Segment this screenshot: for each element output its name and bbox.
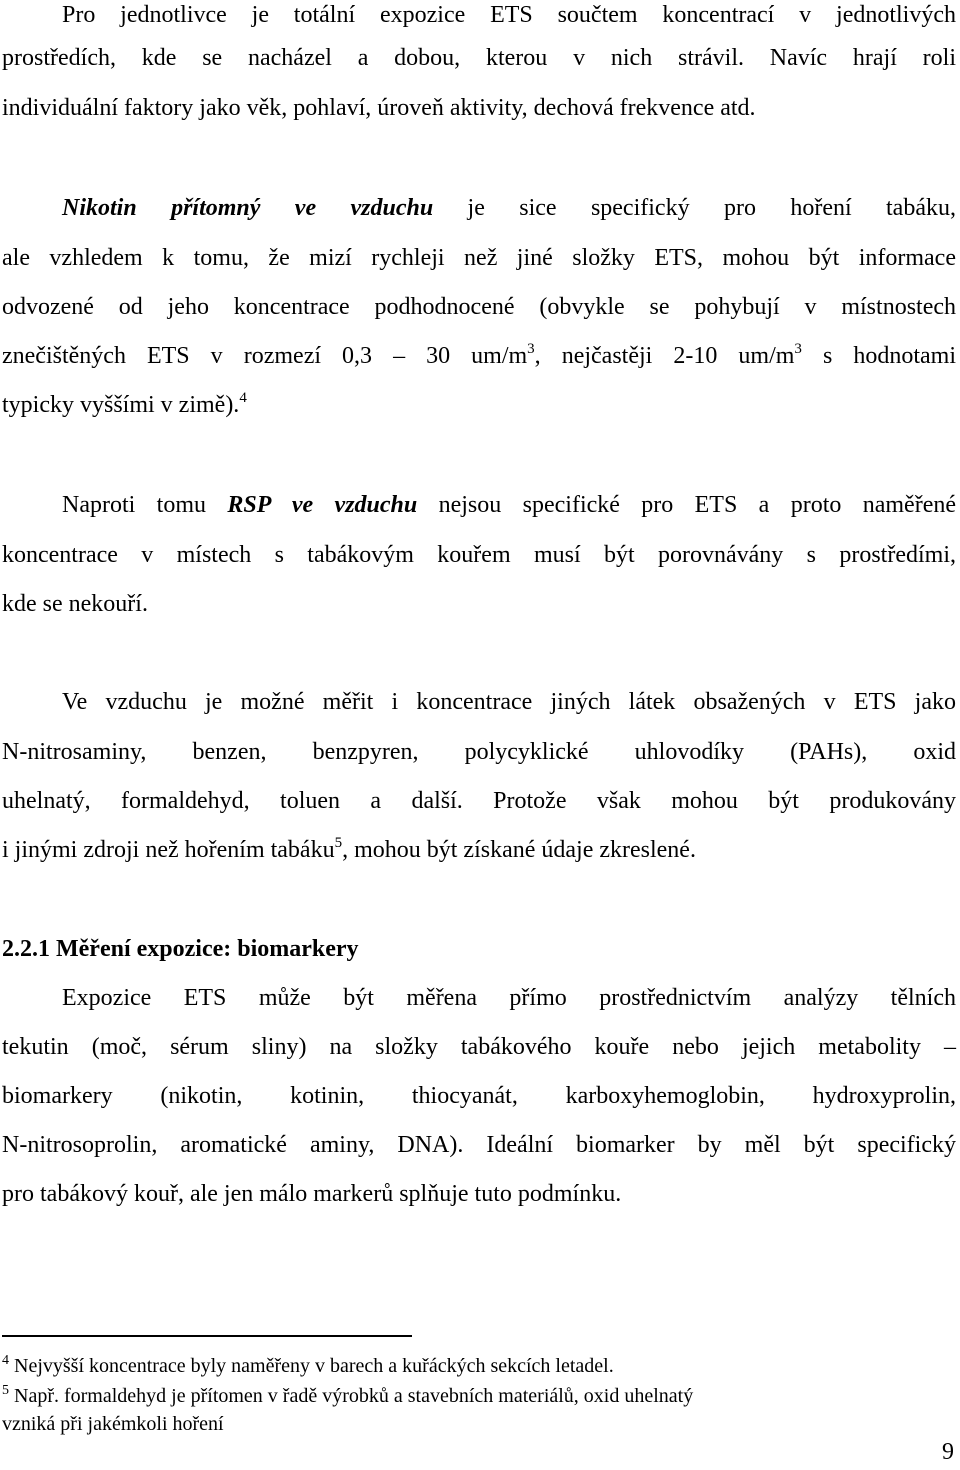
emphasis-rsp: RSP ve vzduchu [227, 492, 418, 518]
paragraph-1-line-2: prostředích, kde se nacházel a dobou, kterou v nich strávil. Navíc hrají roli [2, 45, 956, 71]
superscript-3: 3 [527, 341, 535, 357]
paragraph-3-line-3: kde se nekouří. [2, 591, 148, 617]
footnote-5 [2, 1383, 956, 1409]
paragraph-2-line-5-text: typicky vyššími v zimě). [2, 392, 240, 418]
paragraph-4-line-2: N-nitrosaminy, benzen, benzpyren, polycyklické uhlovodíky (PAHs), oxid [2, 739, 956, 765]
paragraph-4-line-4 [2, 835, 956, 865]
range-text: znečištěných ETS v rozmezí 0,3 – 30 um/m [2, 343, 528, 369]
range-text-3: s hodnotami [801, 343, 956, 369]
superscript-3b: 3 [794, 341, 802, 357]
section-line-5: pro tabákový kouř, ale jen málo markerů splňuje tuto podmínku. [2, 1181, 622, 1207]
paragraph-3-line-2: koncentrace v místech s tabákovým kouřem musí být porovnávány s prostředími, [2, 542, 956, 568]
paragraph-2-line-2: ale vzhledem k tomu, že mizí rychleji než jiné složky ETS, mohou být informace [2, 245, 956, 271]
section-line-2: tekutin (moč, sérum sliny) na složky tabákového kouře nebo jejich metabolity – [2, 1034, 956, 1060]
paragraph-4-line-3: uhelnatý, formaldehyd, toluen a další. Protože však mohou být produkovány [2, 788, 956, 814]
paragraph-1-line-1: Pro jednotlivce je totální expozice ETS součtem koncentrací v jednotlivých [62, 2, 956, 28]
paragraph-2-line-1 [62, 193, 956, 223]
section-line-1: Expozice ETS může být měřena přímo prostřednictvím analýzy tělních [62, 985, 956, 1011]
paragraph-1-line-3: individuální faktory jako věk, pohlaví, úroveň aktivity, dechová frekvence atd. [2, 95, 756, 121]
paragraph-2-line-5 [2, 390, 956, 420]
footnote-4 [2, 1353, 956, 1379]
paragraph-4-line-4-rest: , mohou být získané údaje zkreslené. [342, 837, 696, 863]
section-line-3: biomarkery (nikotin, kotinin, thiocyanát, karboxyhemoglobin, hydroxyprolin, [2, 1083, 956, 1109]
page-number: 9 [942, 1439, 954, 1465]
paragraph-2-line-4 [2, 341, 956, 371]
footnote-ref-4: 4 [239, 390, 247, 406]
paragraph-2-line-3: odvozené od jeho koncentrace podhodnocené (obvykle se pohybují v místnostech [2, 294, 956, 320]
paragraph-3-line-1 [62, 490, 956, 520]
footnote-5-mark: 5 [2, 1383, 9, 1398]
paragraph-3-line-1-text: nejsou specifické pro ETS a proto naměřené [417, 492, 956, 518]
section-heading: 2.2.1 Měření expozice: biomarkery [2, 936, 359, 962]
section-line-4: N-nitrosoprolin, aromatické aminy, DNA). Ideální biomarker by měl být specifický [2, 1132, 956, 1158]
paragraph-4-line-1: Ve vzduchu je možné měřit i koncentrace jiných látek obsažených v ETS jako [62, 689, 956, 715]
footnote-ref-5: 5 [334, 835, 343, 851]
paragraph-4-line-4-text: i jinými zdroji než hořením tabáku [2, 837, 335, 863]
footnote-5-continuation: vzniká při jakémkoli hoření [2, 1413, 224, 1435]
footnote-4-text: Nejvyšší koncentrace byly naměřeny v barech a kuřáckých sekcích letadel. [9, 1355, 614, 1377]
range-text-2: , nejčastěji 2-10 um/m [534, 343, 795, 369]
footnote-4-mark: 4 [2, 1353, 9, 1368]
footnote-separator [2, 1335, 412, 1337]
footnote-5-text: Např. formaldehyd je přítomen v řadě výrobků a stavebních materiálů, oxid uhelnatý [9, 1385, 694, 1407]
paragraph-2-line-1-text: je sice specifický pro hoření tabáku, [433, 195, 956, 221]
emphasis-nikotin: Nikotin přítomný ve vzduchu [62, 195, 434, 221]
paragraph-3-pre: Naproti tomu [62, 492, 228, 518]
